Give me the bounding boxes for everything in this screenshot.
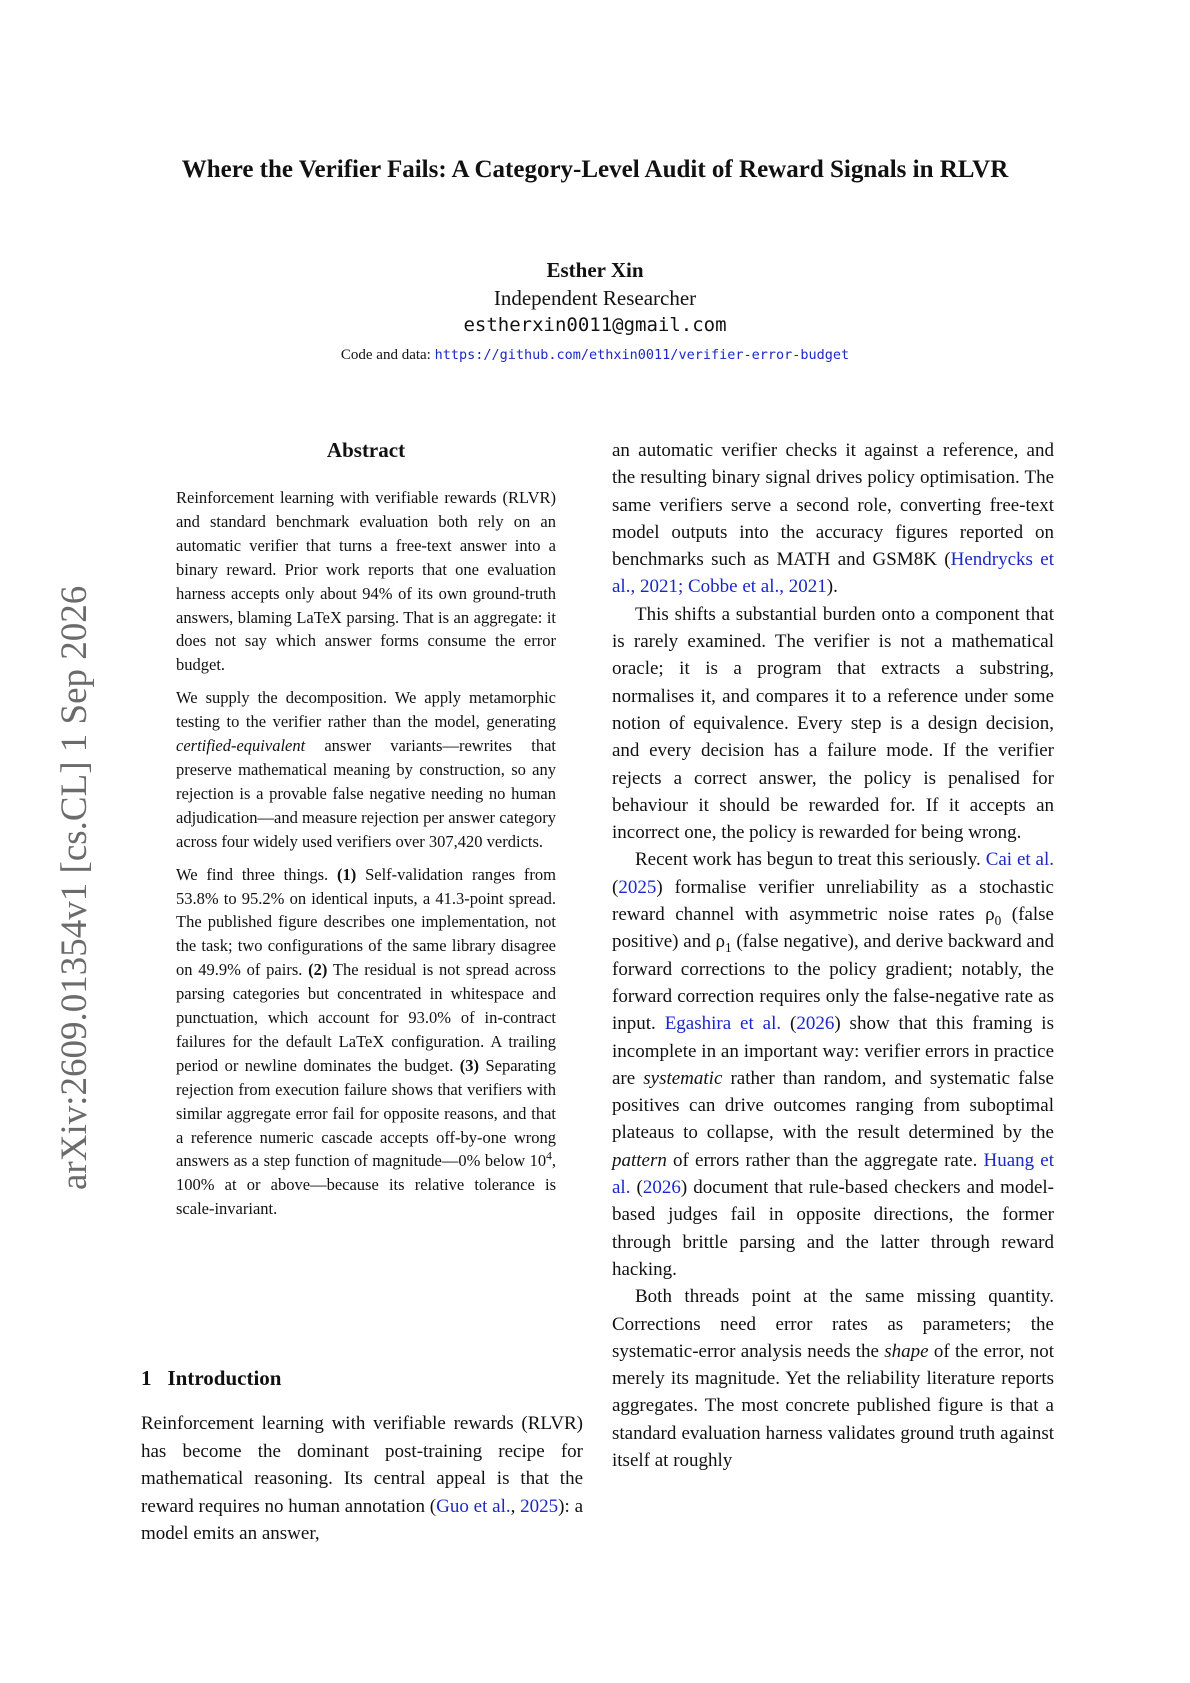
citation-huang[interactable]: Huang et al. — [612, 1149, 1054, 1199]
intro-paragraph-3: Recent work has begun to treat this seriously. Cai et al. (2025) formalise verifier unreliability as a stochastic reward channel with asymmetric noise rates $\rho_0$ (false positive) and $\rho_1$ (false negative), and derive backward and forward corrections to the policy gradient; notably, the forward correction requires only the false-negative rate as input. Egashira et al. (2026) show that this framing is incomplete in an important way: verifier errors in practice are systematic rather than random, and systematic false positives can drive outcomes ranging from suboptimal plateaus to collapse, with the result determined by the pattern of errors rather than the aggregate rate. Huang et al. (2026) document that rule-based checkers and model-based judges fail in opposite directions, the former through brittle parsing and the latter through reward hacking. — [612, 849, 1055, 1280]
author-email: estherxin0011@gmail.com — [463, 314, 727, 336]
citation-egashira[interactable]: Egashira et al. — [664, 1013, 782, 1035]
author-affiliation: Independent Researcher — [493, 286, 697, 310]
introduction-left-column — [141, 1410, 583, 1548]
section-heading-introduction: 1 Introduction — [141, 1366, 282, 1390]
abstract-paragraph-2: We supply the decomposition. We apply metamorphic testing to the verifier rather than the model, generating certified-equivalent answer variants—rewrites that preserve mathematical meaning by construction, so any rejection is a provable false negative needing no human adjudication—and measure rejection per answer category across four widely used verifiers over 307,420 verdicts. — [176, 688, 556, 851]
intro-paragraph-2: This shifts a substantial burden onto a component that is rarely examined. The verifier is not a mathematical oracle; it is a program that extracts a substring, normalises it, and compares it to a reference under some notion of equivalence. Every step is a design decision, and every decision has a failure mode. If the verifier rejects a correct answer, the policy is penalised for behaviour it should be rewarded for. If it accepts an incorrect one, the policy is rewarded for being wrong. — [612, 603, 1054, 844]
intro-paragraph-4: Both threads point at the same missing quantity. Corrections need error rates as parameters; the systematic-error analysis needs the shape of the error, not merely its magnitude. Yet the reliability literature reports aggregates. The most concrete published figure is that a standard evaluation harness validates ground truth against itself at roughly — [612, 1286, 1054, 1471]
arxiv-identifier: arXiv:2609.01354v1 [cs.CL] 1 Sep 2026 — [54, 585, 95, 1190]
author-name: Esther Xin — [546, 258, 644, 282]
citation-egashira-year[interactable]: 2026 — [796, 1013, 835, 1035]
intro-paragraph-1-start: Reinforcement learning with verifiable rewards (RLVR) has become the dominant post-training recipe for mathematical reasoning. Its central appeal is that the reward requires no human annotation (Guo et al., 2025): a model emits an answer, — [141, 1413, 584, 1544]
paper-title: Where the Verifier Fails: A Category-Level Audit of Reward Signals in RLVR — [181, 156, 1009, 183]
intro-paragraph-1-end: an automatic verifier checks it against a reference, and the resulting binary signal drives policy optimisation. The same verifiers serve a second role, converting free-text model outputs into the accuracy figures reported on benchmarks such as MATH and GSM8K (Hendrycks et al., 2021; Cobbe et al., 2021). — [612, 440, 1054, 598]
citation-cai[interactable]: Cai et al. — [985, 849, 1054, 871]
citation-huang-year[interactable]: 2026 — [642, 1177, 681, 1199]
code-url-link[interactable]: https://github.com/ethxin0011/verifier-error-budget — [434, 347, 850, 363]
code-label: Code and data: — [340, 347, 431, 363]
citation-guo-year[interactable]: 2025 — [520, 1495, 559, 1517]
citation-guo[interactable]: Guo et al. — [436, 1495, 511, 1517]
abstract-heading: Abstract — [326, 438, 406, 462]
citation-cai-year[interactable]: 2025 — [618, 876, 657, 898]
citation-hendrycks-cobbe[interactable]: Hendrycks et al., 2021; Cobbe et al., 2021 — [612, 549, 1054, 598]
abstract-body — [176, 486, 556, 1230]
abstract-paragraph-1: Reinforcement learning with verifiable rewards (RLVR) and standard benchmark evaluation both rely on an automatic verifier that turns a free-text answer into a binary reward. Prior work reports that one evaluation harness accepts only about 94% of its own ground-truth answers, blaming LaTeX parsing. That is an aggregate: it does not say which answer forms consume the error budget. — [176, 488, 556, 675]
code-availability — [0, 347, 1190, 364]
introduction-right-column — [612, 437, 1054, 1474]
abstract-paragraph-3: We find three things. (1) Self-validation ranges from 53.8% to 95.2% on identical inputs, a 41.3-point spread. The published figure describes one implementation, not the task; two configurations of the same library disagree on 49.9% of pairs. (2) The residual is not spread across parsing categories but concentrated in whitespace and punctuation, which account for 93.0% of in-contract failures for the default LaTeX configuration. A trailing period or newline dominates the budget. (3) Separating rejection from execution failure shows that verifiers with similar aggregate error fail for opposite reasons, and that a reference numeric cascade accepts off-by-one wrong answers as a step function of magnitude—0% below $10^4$, 100% at or above—because its relative tolerance is scale-invariant. — [176, 864, 557, 1219]
